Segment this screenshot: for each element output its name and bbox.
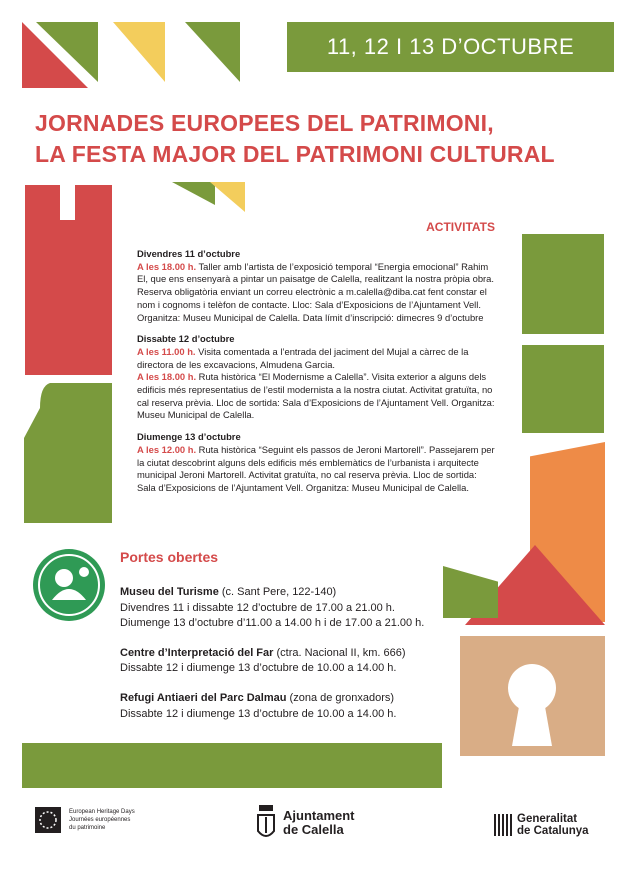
day-block-sunday <box>137 431 495 495</box>
ehd-line-2: Journées européennes <box>69 817 131 823</box>
activity-text: Ruta històrica “El Modernisme a Calella”. Visita exterior a alguns dels edificis més representatius de l’estil modernista a la nostra ciutat. Activitat gratuïta, no cal reserva prèvia. Lloc de sortida: Sala d’Exposicions de l’Ajuntament Vell. Organitza: Museu Municipal de Calella. <box>137 371 495 421</box>
ehd-line-1: European Heritage Days <box>69 809 135 815</box>
european-heritage-days-logo <box>35 807 135 833</box>
open-doors-heading: Portes obertes <box>120 549 219 565</box>
activity-text: Ruta històrica “Seguint els passos de Jeroni Martorell”. Passejarem per la ciutat descobrint alguns dels edificis més emblemàtics de l’urbanista i arquitecte municipal Jeroni Martorell. Activitat gratuïta, no cal reserva prèvia. Lloc de sortida: Sala d’Exposicions de l’Ajuntament Vell. Organitza: Museu Municipal de Calella. <box>137 443 495 493</box>
day-block-friday <box>137 248 495 324</box>
venue-address: (c. Sant Pere, 122-140) <box>218 586 337 598</box>
day-title: Diumenge 13 d’octubre <box>137 431 241 443</box>
venue-hours: Divendres 11 i dissabte 12 d’octubre de 17.00 a 21.00 h. <box>120 601 395 614</box>
activity-time: A les 12.00 h. <box>137 443 197 455</box>
venue-hours: Diumenge 13 d’octubre d’11.00 a 14.00 h i de 17.00 a 21.00 h. <box>120 617 425 630</box>
venue-name: Museu del Turisme <box>120 586 219 598</box>
ajuntament-line-1: Ajuntament <box>283 808 355 823</box>
ehd-line-3: du patrimoine <box>69 825 106 831</box>
activity-item <box>137 346 495 371</box>
small-triangles-decoration <box>170 180 250 220</box>
generalitat-line-2: de Catalunya <box>517 825 589 837</box>
date-banner-text: 11, 12 I 13 D’OCTUBRE <box>326 34 575 59</box>
venue-hours: Dissabte 12 i diumenge 13 d’octubre de 10.00 a 14.00 h. <box>120 662 397 675</box>
page-title <box>35 108 595 170</box>
venue-item <box>120 691 460 722</box>
corner-triangles-decoration <box>0 0 300 100</box>
venue-address: (zona de gronxadors) <box>286 691 395 704</box>
right-green-block-2-decoration <box>522 345 604 433</box>
day-title: Dissabte 12 d’octubre <box>137 333 235 345</box>
date-banner <box>287 22 614 72</box>
left-green-shape-decoration <box>20 378 120 528</box>
activity-item <box>137 261 495 325</box>
activities-list <box>137 248 495 504</box>
day-title: Divendres 11 d’octubre <box>137 248 241 259</box>
footer-logos <box>0 795 625 855</box>
venue-item <box>120 646 460 677</box>
bottom-green-band-decoration <box>22 743 442 788</box>
title-line-1: JORNADES EUROPEES DEL PATRIMONI, <box>35 110 494 136</box>
keyhole-block-decoration <box>460 636 605 756</box>
ajuntament-line-2: de Calella <box>283 822 344 837</box>
generalitat-catalunya-logo <box>494 813 589 837</box>
catalunya-flag-icon <box>494 814 512 836</box>
venue-name: Refugi Antiaeri del Parc Dalmau <box>120 691 287 704</box>
venue-list <box>120 585 460 736</box>
eu-stars-icon <box>35 807 61 833</box>
venue-hours: Dissabte 12 i diumenge 13 d’octubre de 10.00 a 14.00 h. <box>120 707 397 720</box>
activity-time: A les 18.00 h. <box>137 371 197 383</box>
day-block-saturday <box>137 333 495 422</box>
activity-item <box>137 444 495 495</box>
right-green-block-decoration <box>522 234 604 334</box>
activity-time: A les 11.00 h. <box>137 345 196 357</box>
title-line-2: LA FESTA MAJOR DEL PATRIMONI CULTURAL <box>35 141 555 167</box>
activity-text: Visita comentada a l’entrada del jaciment del Mujal a càrrec de la directora de les excavacions, Almudena Garcia. <box>137 345 469 370</box>
left-red-building-decoration <box>20 180 120 380</box>
venue-address: (ctra. Nacional II, km. 666) <box>273 646 406 659</box>
ajuntament-calella-logo <box>255 803 355 843</box>
generalitat-line-1: Generalitat <box>517 813 578 825</box>
activity-item <box>137 371 495 422</box>
activities-heading: ACTIVITATS <box>426 220 495 234</box>
heritage-emblem-icon <box>32 548 106 622</box>
activity-text: Taller amb l’artista de l’exposició temporal “Energia emocional” Rahim El, que ens ensenyarà a pintar un paisatge de Calella, realitzant la nostra pròpia obra. Reserva obligatòria enviant un correu electrònic a m.calella@diba.cat fent constar el nom i cognoms i telèfon de contacte. Lloc: Sala d’Exposicions de l’Ajuntament Vell. Organitza: Museu Municipal de Calella. Data límit d’inscripció: dimecres 9 d’octubre <box>137 260 494 323</box>
venue-name: Centre d’Interpretació del Far <box>120 646 274 659</box>
calella-shield-icon <box>255 803 277 843</box>
keyhole-icon <box>460 636 605 756</box>
venue-item <box>120 585 460 632</box>
activity-time: A les 18.00 h. <box>137 260 197 272</box>
